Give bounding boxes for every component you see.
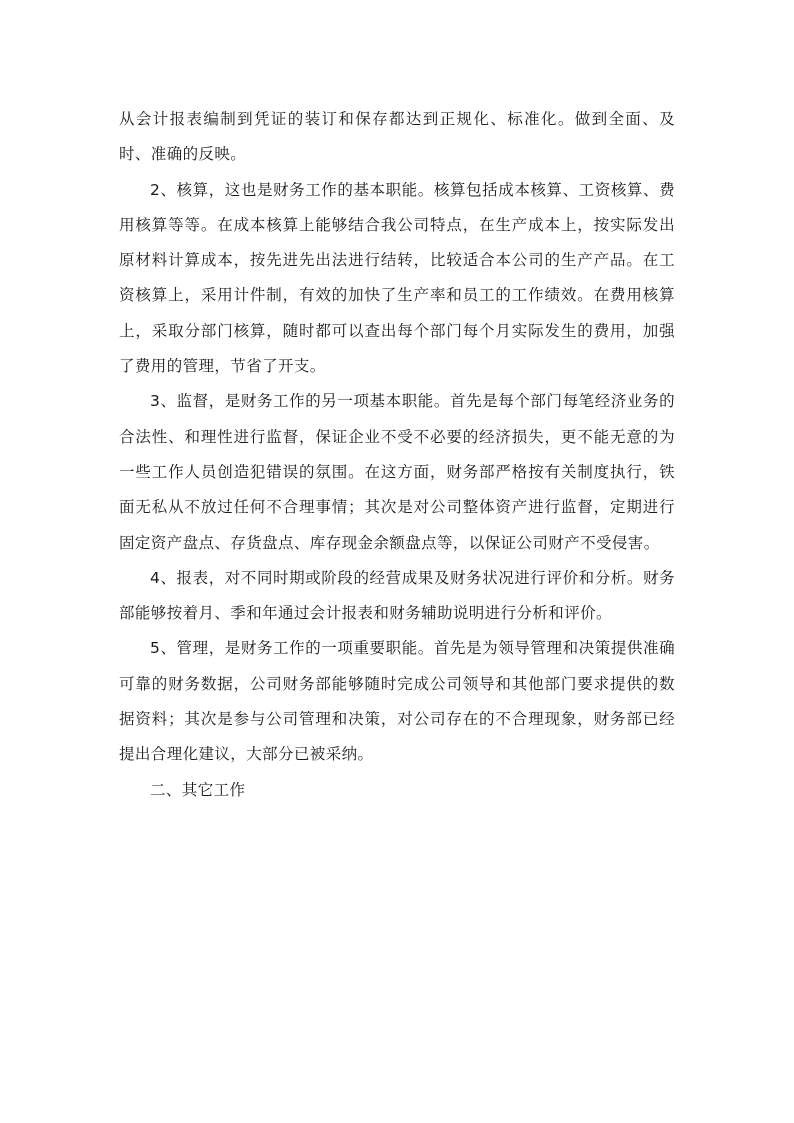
paragraph-supervision: 3、监督，是财务工作的另一项基本职能。首先是每个部门每笔经济业务的合法性、和理性进行监督，保证企业不受不必要的经济损失，更不能无意的为一些工作人员创造犯错误的氛围。在这方面，财务部严格按有关制度执行，铁面无私从不放过任何不合理事情；其次是对公司整体资产进行监督，定期进行固定资产盘点、存货盘点、库存现金余额盘点等，以保证公司财产不受侵害。 [119, 392, 675, 552]
paragraph-continuation: 从会计报表编制到凭证的装订和保存都达到正规化、标准化。做到全面、及时、准确的反映。 [119, 110, 675, 164]
section-heading-other-work: 二、其它工作 [150, 780, 246, 799]
paragraph-management: 5、管理，是财务工作的一项重要职能。首先是为领导管理和决策提供准确可靠的财务数据，公司财务部能够随时完成公司领导和其他部门要求提供的数据资料；其次是参与公司管理和决策，对公司存在的不合理现象，财务部已经提出合理化建议，大部分已被采纳。 [119, 639, 675, 764]
document-body [119, 102, 675, 808]
paragraph-accounting: 2、核算，这也是财务工作的基本职能。核算包括成本核算、工资核算、费用核算等等。在成本核算上能够结合我公司特点，在生产成本上，按实际发出原材料计算成本，按先进先出法进行结转，比较适合本公司的生产产品。在工资核算上，采用计件制，有效的加快了生产率和员工的工作绩效。在费用核算上，采取分部门核算，随时都可以查出每个部门每个月实际发生的费用，加强了费用的管理，节省了开支。 [119, 180, 675, 376]
paragraph-reports: 4、报表，对不同时期或阶段的经营成果及财务状况进行评价和分析。财务部能够按着月、季和年通过会计报表和财务辅助说明进行分析和评价。 [119, 568, 675, 623]
